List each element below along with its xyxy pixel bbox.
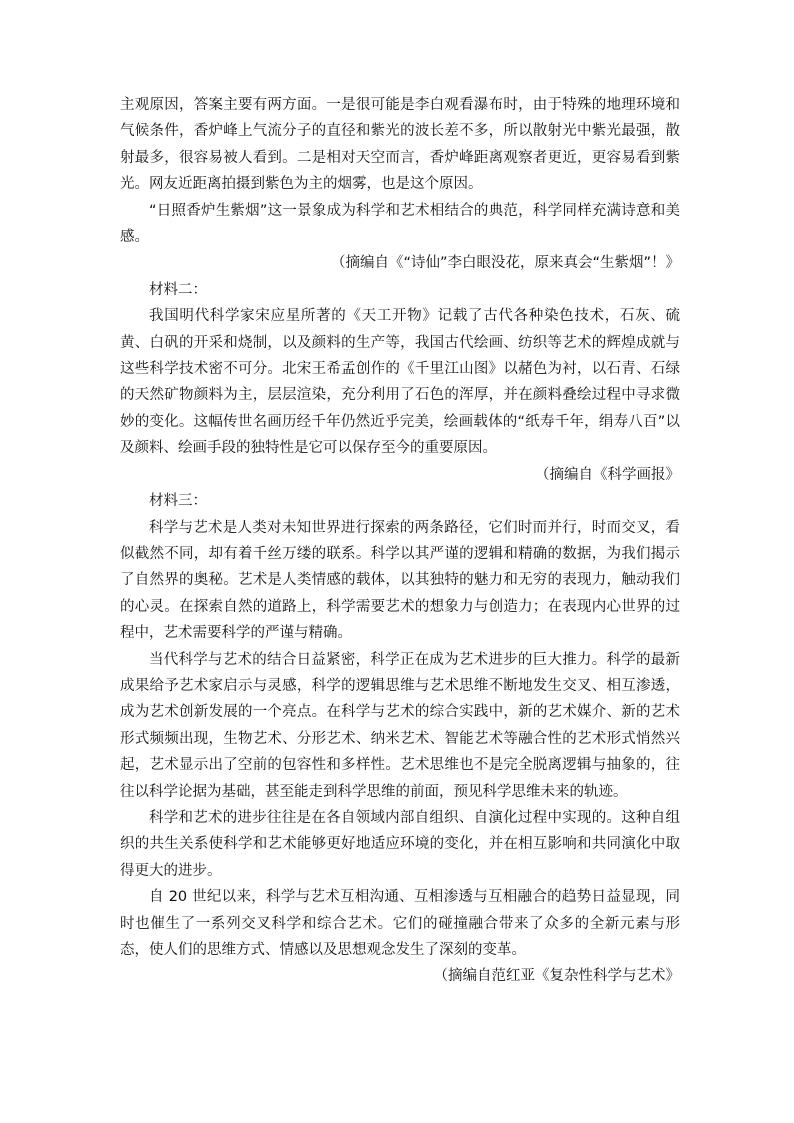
material3-source: （摘编自范红亚《复杂性科学与艺术》 xyxy=(433,968,680,985)
material3-paragraph-4: 自 20 世纪以来，科学与艺术互相沟通、互相渗透与互相融合的趋势日益显现，同时也催生了一系列交叉科学和综合艺术。它们的碰撞融合带来了众多的全新元素与形态，使人们的思维方式、情感以及思想观念发生了深刻的变革。 xyxy=(120,889,680,958)
document-page xyxy=(120,92,680,990)
material2-heading: 材料二： xyxy=(149,281,207,298)
material2-source: （摘编自《科学画报》 xyxy=(535,466,680,483)
material3-paragraph-3: 科学和艺术的进步往往是在各自领域内部自组织、自演化过程中实现的。这种自组织的共生关系使科学和艺术能够更好地适应环境的变化，并在相互影响和共同演化中取得更大的进步。 xyxy=(120,809,680,879)
material3-heading: 材料三： xyxy=(149,493,207,510)
material3-paragraph-2: 当代科学与艺术的结合日益紧密，科学正在成为艺术进步的巨大推力。科学的最新成果给予艺术家启示与灵感，科学的逻辑思维与艺术思维不断地发生交叉、相互渗透，成为艺术创新发展的一个亮点。在科学与艺术的综合实践中，新的艺术媒介、新的艺术形式频频出现，生物艺术、分形艺术、纳米艺术、智能艺术等融合性的艺术形式悄然兴起，艺术显示出了空前的包容性和多样性。艺术思维也不是完全脱离逻辑与抽象的，往往以科学论据为基础，甚至能走到科学思维的前面，预见科学思维未来的轨迹。 xyxy=(120,651,680,800)
material1-source: （摘编自《“诗仙”李白眼没花，原来真会“生紫烟”！》 xyxy=(330,255,680,272)
material1-paragraph-2: “日照香炉生紫烟”这一景象成为科学和艺术相结合的典范，科学同样充满诗意和美感。 xyxy=(120,202,680,246)
material3-paragraph-1: 科学与艺术是人类对未知世界进行探索的两条路径，它们时而并行，时而交叉，看似截然不同，却有着千丝万缕的联系。科学以其严谨的逻辑和精确的数据，为我们揭示了自然界的奥秘。艺术是人类情感的载体，以其独特的魅力和无穷的表现力，触动我们的心灵。在探索自然的道路上，科学需要艺术的想象力与创造力；在表现内心世界的过程中，艺术需要科学的严谨与精确。 xyxy=(120,519,680,642)
material1-paragraph-1: 主观原因，答案主要有两方面。一是很可能是李白观看瀑布时，由于特殊的地理环境和气候条件，香炉峰上气流分子的直径和紫光的波长差不多，所以散射光中紫光最强，散射最多，很容易被人看到。二是相对天空而言，香炉峰距离观察者更近，更容易看到紫光。网友近距离拍摄到紫色为主的烟雾，也是这个原因。 xyxy=(120,97,680,193)
material2-paragraph-1: 我国明代科学家宋应星所著的《天工开物》记载了古代各种染色技术，石灰、硫黄、白矾的开采和烧制，以及颜料的生产等，我国古代绘画、纺织等艺术的辉煌成就与这些科学技术密不可分。北宋王希孟创作的《千里江山图》以赭色为衬，以石青、石绿的天然矿物颜料为主，层层渲染，充分利用了石色的浑厚，并在颜料叠绘过程中寻求微妙的变化。这幅传世名画历经千年仍然近乎完美，绘画载体的“纸寿千年，绢寿八百”以及颜料、绘画手段的独特性是它可以保存至今的重要原因。 xyxy=(120,308,680,457)
